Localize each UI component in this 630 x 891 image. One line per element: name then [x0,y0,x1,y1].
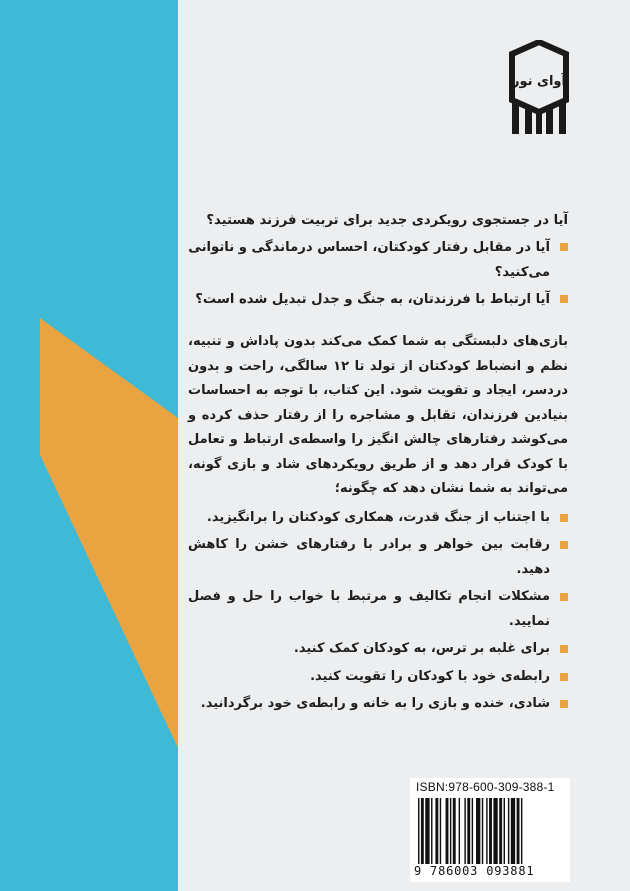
isbn-label: ISBN:978-600-309-388-1 [416,780,555,794]
benefit-item [188,506,568,531]
barcode-bars [418,798,564,864]
intro-list-item-text: آیا در مقابل رفتار کودکتان، احساس درماندگی و ناتوانی می‌کنید؟ [188,240,550,280]
barcode-bar [472,798,473,864]
barcode-bar [453,798,456,864]
intro-list-item-text: آیا ارتباط با فرزندتان، به جنگ و جدل تبدیل شده است؟ [195,292,550,307]
benefit-item [188,533,568,582]
barcode-bar [521,798,522,864]
barcode-bar [467,798,470,864]
isbn-barcode [410,778,570,882]
benefit-item [188,692,568,717]
intro-list-item [188,235,568,285]
barcode-bar [504,798,505,864]
barcode-bar [421,798,424,864]
barcode-bar [435,798,438,864]
intro-question: آیا در جستجوی رویکردی جدید برای تربیت فرزند هستید؟ [206,213,568,228]
intro-list [188,235,568,312]
bullet-square-icon [560,645,568,653]
bullet-square-icon [560,295,568,303]
benefit-item-text: مشکلات انجام تکالیف و مرتبط با خواب را حل و فصل نمایید. [188,589,550,629]
intro-section [188,208,568,314]
barcode-bar [446,798,449,864]
bullet-square-icon [560,673,568,681]
benefit-item-text: رابطه‌ی خود با کودکان را تقویت کنید. [310,668,550,684]
barcode-bar [508,798,509,864]
bullet-square-icon [560,541,568,549]
intro-list-item [188,287,568,312]
barcode-bar [425,798,429,864]
benefits-list [188,506,568,717]
barcode-bar [486,798,487,864]
barcode-bar [459,798,460,864]
benefit-item-text: رقابت بین خواهر و برادر با رفتارهای خشن را کاهش دهید. [188,537,550,577]
benefit-item [188,637,568,662]
benefit-item [188,665,568,690]
orange-triangle-decoration [0,0,178,891]
barcode-bar [476,798,480,864]
benefit-item-text: شادی، خنده و بازی را به خانه و رابطه‌ی خود برگردانید. [200,696,550,711]
barcode-bar [450,798,451,864]
isbn-digits: 9 786003 093881 [414,864,535,878]
barcode-bar [440,798,441,864]
barcode-bar [511,798,515,864]
barcode-bar [517,798,520,864]
description-section [188,330,568,720]
publisher-logo-text: آوای نور [512,74,566,89]
bullet-square-icon [560,243,568,251]
benefit-item [188,585,568,634]
benefit-item-text: برای غلبه بر ترس، به کودکان کمک کنید. [293,641,550,656]
description-paragraph: بازی‌های دلبستگی به شما کمک می‌کند بدون پاداش و تنبیه، نظم و انضباط کودکتان از تولد تا ۱۲ سالگی، راحت و بدون دردسر، ایجاد و تقویت شود. این کتاب، با توجه به احساسات بنیادین فرزندان، تقابل و مشاجره را از رفتار حذف کرده و می‌کوشد رفتارهای چالش انگیز را واسطه‌ی ارتباط و تعامل با کودک قرار دهد و از طریق رویکردهای شاد و بازی گونه، می‌تواند به شما نشان دهد که چگونه؛ [188,334,568,496]
bullet-square-icon [560,514,568,522]
barcode-bar [464,798,465,864]
barcode-bar [489,798,492,864]
publisher-logo [508,40,570,136]
bullet-square-icon [560,593,568,601]
barcode-bar [482,798,483,864]
barcode-bar [431,798,432,864]
barcode-bar [418,798,419,864]
benefit-item-text: با اجتناب از جنگ قدرت، همکاری کودکتان را برانگیزید. [206,509,550,525]
barcode-bar [493,798,497,864]
barcode-bar [499,798,502,864]
bullet-square-icon [560,700,568,708]
